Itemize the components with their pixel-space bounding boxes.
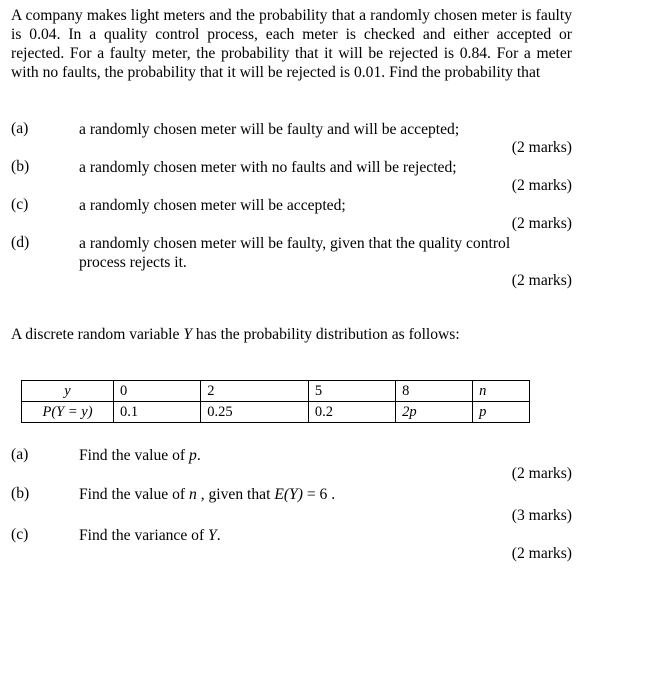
table-cell-p-2: 0.2 [308, 402, 395, 423]
question1-intro: A company makes light meters and the probability that a randomly chosen meter is faulty is 0.04. In a quality control process, each meter is checked and either accepted or rejected. For a faulty meter, the probability that it will be rejected is 0.84. For a meter with no faults, the probability that it will be rejected is 0.01. Find the probability that [11, 7, 572, 81]
q2-part-b-marks: (3 marks) [511, 507, 572, 524]
table-cell-y-2: 5 [308, 381, 395, 402]
q1-part-c-text: a randomly chosen meter will be accepted; [79, 197, 346, 214]
table-header-y: y [22, 381, 114, 402]
q2-part-c-marks: (2 marks) [511, 545, 572, 562]
question2-intro-after: has the probability distribution as follows: [192, 326, 460, 343]
q1-part-a-text: a randomly chosen meter will be faulty and will be accepted; [79, 121, 460, 138]
q1-part-d-text-line1: a randomly chosen meter will be faulty, given that the quality control [79, 235, 511, 252]
table-cell-y-4: n [473, 381, 530, 402]
table-cell-p-4: p [473, 402, 530, 423]
table-cell-y-1: 2 [201, 381, 309, 402]
q2-part-a-label: (a) [11, 446, 29, 463]
question2-intro-var: Y [183, 326, 193, 343]
q2-part-b-text: Find the value of n , given that E(Y) = 6 . [79, 486, 336, 503]
q1-part-b-label: (b) [11, 158, 30, 175]
q2-part-b-label: (b) [11, 485, 30, 502]
question2-intro-before: A discrete random variable [11, 326, 184, 343]
q1-part-d-marks: (2 marks) [511, 272, 572, 289]
q1-part-a-marks: (2 marks) [511, 139, 572, 156]
table-cell-p-0: 0.1 [114, 402, 201, 423]
table-row-y [22, 381, 530, 402]
q1-part-d-text-line2: process rejects it. [79, 254, 187, 271]
q2-part-c-label: (c) [11, 526, 29, 543]
probability-distribution-table [21, 380, 530, 423]
q1-part-b-marks: (2 marks) [511, 177, 572, 194]
q2-part-c-text: Find the variance of Y. [79, 527, 221, 544]
table-header-p: P(Y = y) [22, 402, 114, 423]
table-cell-p-3: 2p [396, 402, 473, 423]
q2-part-a-marks: (2 marks) [511, 465, 572, 482]
q1-part-b-text: a randomly chosen meter with no faults and will be rejected; [79, 159, 457, 176]
q2-part-a-text: Find the value of p. [79, 447, 201, 464]
table-row-p [22, 402, 530, 423]
table-cell-y-3: 8 [396, 381, 473, 402]
q1-part-a-label: (a) [11, 120, 29, 137]
table-cell-p-1: 0.25 [201, 402, 309, 423]
table-cell-y-0: 0 [114, 381, 201, 402]
q1-part-d-label: (d) [11, 234, 30, 251]
q1-part-c-marks: (2 marks) [511, 215, 572, 232]
question2-intro [11, 326, 460, 344]
q1-part-c-label: (c) [11, 196, 29, 213]
